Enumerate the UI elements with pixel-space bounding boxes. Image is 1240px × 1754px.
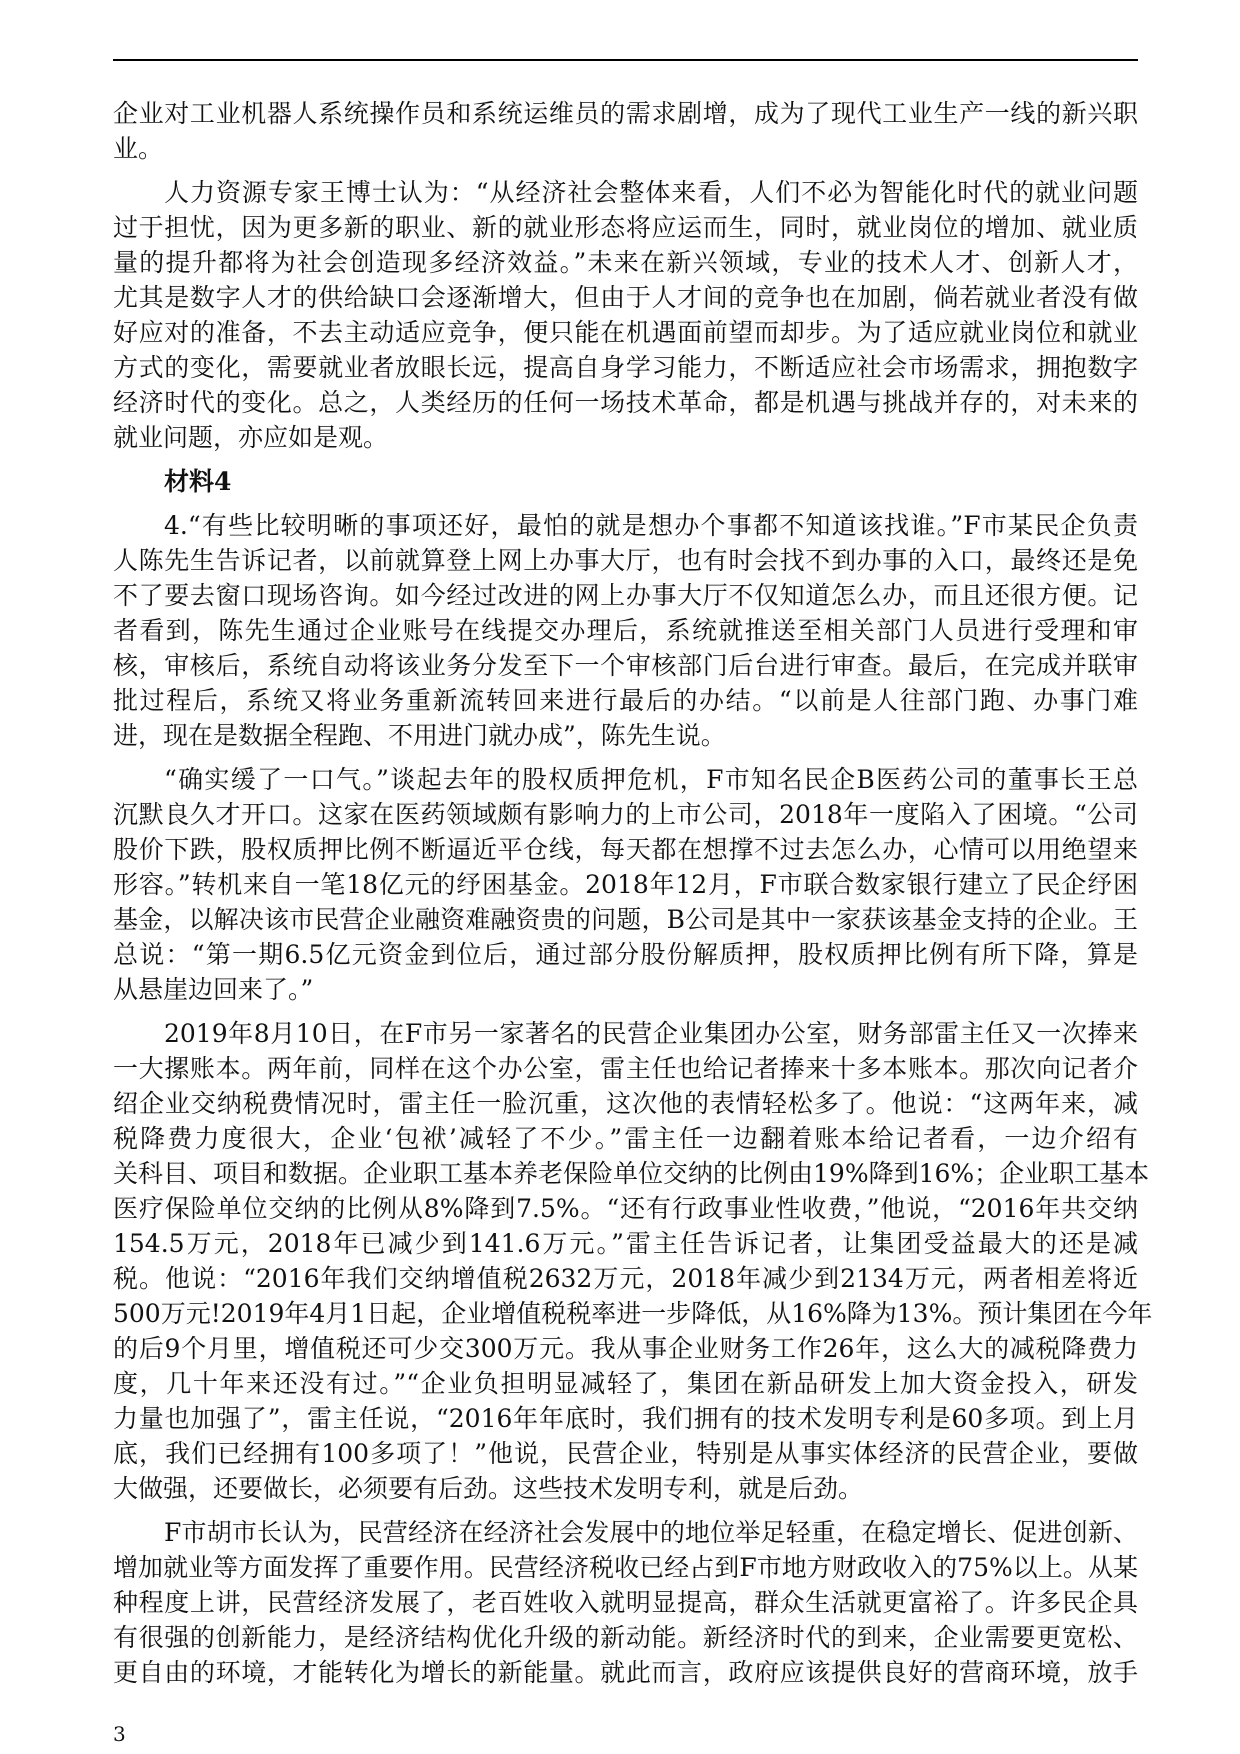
text-line: 500万元!2019年4月1日起，企业增值税税率进一步降低，从16%降为13%。预计集团在今年 [113, 1299, 1153, 1328]
text-line: 人陈先生告诉记者，以前就算登上网上办事大厅，也有时会找不到办事的入口，最终还是免 [113, 546, 1138, 575]
paragraph [113, 1515, 1138, 1690]
document-body [113, 96, 1153, 1699]
text-line: 力量也加强了”，雷主任说，“2016年年底时，我们拥有的技术发明专利是60多项。到上月 [113, 1404, 1138, 1433]
text-line: 尤其是数字人才的供给缺口会逐渐增大，但由于人才间的竞争也在加剧，倘若就业者没有做 [113, 283, 1138, 312]
text-line: 税降费力度很大，企业‘包袱’减轻了不少。”雷主任一边翻着账本给记者看，一边介绍有 [113, 1124, 1138, 1153]
text-line: 进，现在是数据全程跑、不用进门就办成”，陈先生说。 [113, 721, 726, 750]
paragraph [113, 175, 1138, 455]
text-line: 业。 [113, 134, 164, 163]
text-line: 企业对工业机器人系统操作员和系统运维员的需求剧增，成为了现代工业生产一线的新兴职 [113, 99, 1138, 128]
text-line: 的后9个月里，增值税还可少交300万元。我从事企业财务工作26年，这么大的减税降费力 [113, 1334, 1138, 1363]
text-line: 好应对的准备，不去主动适应竞争，便只能在机遇面前望而却步。为了适应就业岗位和就业 [113, 318, 1138, 347]
text-line: “确实缓了一口气。”谈起去年的股权质押危机，F市知名民企B医药公司的董事长王总 [164, 765, 1138, 794]
text-line: 方式的变化，需要就业者放眼长远，提高自身学习能力，不断适应社会市场需求，拥抱数字 [113, 353, 1138, 382]
text-line: 绍企业交纳税费情况时，雷主任一脸沉重，这次他的表情轻松多了。他说：“这两年来，减 [113, 1089, 1138, 1118]
text-line: 度，几十年来还没有过。”“企业负担明显减轻了，集团在新品研发上加大资金投入，研发 [113, 1369, 1138, 1398]
text-line: 4.“有些比较明晰的事项还好，最怕的就是想办个事都不知道该找谁。”F市某民企负责 [164, 511, 1138, 540]
paragraph [113, 762, 1138, 1007]
paragraph [113, 96, 1138, 166]
text-line: 一大摞账本。两年前，同样在这个办公室，雷主任也给记者捧来十多本账本。那次向记者介 [113, 1054, 1138, 1083]
text-line: F市胡市长认为，民营经济在经济社会发展中的地位举足轻重，在稳定增长、促进创新、 [164, 1518, 1138, 1547]
text-line: 就业问题，亦应如是观。 [113, 423, 389, 452]
text-line: 有很强的创新能力，是经济结构优化升级的新动能。新经济时代的到来，企业需要更宽松、 [113, 1623, 1138, 1652]
text-line: 不了要去窗口现场咨询。如今经过改进的网上办事大厅不仅知道怎么办，而且还很方便。记 [113, 581, 1138, 610]
text-line: 经济时代的变化。总之，人类经历的任何一场技术革命，都是机遇与挑战并存的，对未来的 [113, 388, 1138, 417]
text-line: 材料4 [164, 467, 232, 496]
text-line: 股价下跌，股权质押比例不断逼近平仓线，每天都在想撑不过去怎么办，心情可以用绝望来 [113, 835, 1138, 864]
text-line: 底，我们已经拥有100多项了！”他说，民营企业，特别是从事实体经济的民营企业，要做 [113, 1439, 1138, 1468]
text-line: 更自由的环境，才能转化为增长的新能量。就此而言，政府应该提供良好的营商环境，放手 [113, 1658, 1138, 1687]
section-heading [113, 464, 1138, 499]
text-line: 过于担忧，因为更多新的职业、新的就业形态将应运而生，同时，就业岗位的增加、就业质 [113, 213, 1138, 242]
text-line: 沉默良久才开口。这家在医药领域颇有影响力的上市公司，2018年一度陷入了困境。“公司 [113, 800, 1138, 829]
paragraph [113, 1016, 1153, 1506]
text-line: 关科目、项目和数据。企业职工基本养老保险单位交纳的比例由19%降到16%；企业职工基本 [113, 1159, 1150, 1188]
text-line: 2019年8月10日，在F市另一家著名的民营企业集团办公室，财务部雷主任又一次捧来 [164, 1019, 1138, 1048]
page-number: 3 [113, 1722, 126, 1746]
text-line: 从悬崖边回来了。” [113, 975, 314, 1004]
text-line: 增加就业等方面发挥了重要作用。民营经济税收已经占到F市地方财政收入的75%以上。从某 [113, 1553, 1138, 1582]
text-line: 者看到，陈先生通过企业账号在线提交办理后，系统就推送至相关部门人员进行受理和审 [113, 616, 1138, 645]
text-line: 形容。”转机来自一笔18亿元的纾困基金。2018年12月，F市联合数家银行建立了民企纾困 [113, 870, 1138, 899]
text-line: 基金，以解决该市民营企业融资难融资贵的问题，B公司是其中一家获该基金支持的企业。王 [113, 905, 1138, 934]
text-line: 大做强，还要做长，必须要有后劲。这些技术发明专利，就是后劲。 [113, 1474, 864, 1503]
paragraph [113, 508, 1138, 753]
header-rule [113, 59, 1138, 61]
text-line: 量的提升都将为社会创造现多经济效益。”未来在新兴领域，专业的技术人才、创新人才， [113, 248, 1138, 277]
text-line: 人力资源专家王博士认为：“从经济社会整体来看，人们不必为智能化时代的就业问题 [164, 178, 1138, 207]
text-line: 总说：“第一期6.5亿元资金到位后，通过部分股份解质押，股权质押比例有所下降，算是 [113, 940, 1138, 969]
text-line: 154.5万元，2018年已减少到141.6万元。”雷主任告诉记者，让集团受益最大的还是减 [113, 1229, 1138, 1258]
text-line: 种程度上讲，民营经济发展了，老百姓收入就明显提高，群众生活就更富裕了。许多民企具 [113, 1588, 1138, 1617]
text-line: 核，审核后，系统自动将该业务分发至下一个审核部门后台进行审查。最后，在完成并联审 [113, 651, 1138, 680]
text-line: 批过程后，系统又将业务重新流转回来进行最后的办结。“以前是人往部门跑、办事门难 [113, 686, 1138, 715]
text-line: 税。他说：“2016年我们交纳增值税2632万元，2018年减少到2134万元，两者相差将近 [113, 1264, 1138, 1293]
text-line: 医疗保险单位交纳的比例从8%降到7.5%。“还有行政事业性收费，”他说，“2016年共交纳 [113, 1194, 1138, 1223]
